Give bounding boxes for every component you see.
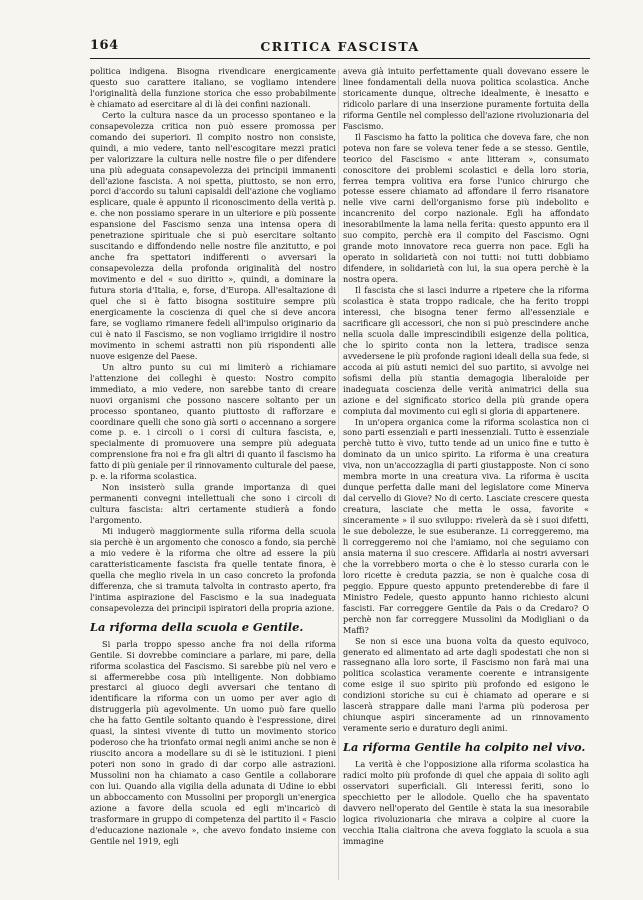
section-heading: La riforma della scuola e Gentile. (90, 619, 304, 634)
page-header (90, 38, 590, 59)
paragraph: politica indigena. Bisogna rivendicare energicamente questo suo carattere italiano, se vogliamo intendere l'originalità della funzione storica che esso probabilmente è chiamato ad esercitare al di là dei confini nazionali. (90, 66, 336, 109)
paragraph: Si parla troppo spesso anche fra noi della riforma Gentile. Si dovrebbe cominciare a parlare, mi pare, della riforma scolastica del Fascismo. Si sarebbe più nel vero e si affermerebbe cosa più intelligente. Non dobbiamo prestarci al giuoco degli avversari che tentano di identificare la riforma con un uomo per aver agio di distruggerla più agevolmente. Un uomo può fare quello che ha fatto Gentile soltanto quando è l'espressione, direi quasi, la sintesi vivente di tutto un movimento storico poderoso che ha trionfato ormai negli animi anche se non è riuscito ancora a modellare su di sè le istituzioni. I pieni poteri non sono in grado di dar corpo alle astrazioni. Mussolini non ha chiamato a caso Gentile a collaborare con lui. Quando alla vigilia della adunata di Udine io ebbi un abboccamento con Mussolini per proporgli un'energica azione a favore della scuola ed egli m'incaricò di trasformare in gruppo di competenza del partito il « Fascio d'educazione nazionale », che avevo fondato insieme con Gentile nel 1919, egli (90, 638, 336, 846)
paragraph: Certo la cultura nasce da un processo spontaneo e la consapevolezza critica non può essere promossa per comando dei superiori. Il compito nostro non consiste, quindi, a mio vedere, tanto nell'escogitare mezzi pratici per valorizzare la cultura nelle nostre file o per difendere una più adeguata consapevolezza dei principii immanenti dell'azione fascista. A noi spetta, piuttosto, se non erro, porci d'accordo su taluni capisaldi dell'azione che vogliamo esplicare, quale è appunto il riconoscimento della verità p. e. che non possiamo sperare in un ulteriore e più possente espansione del Fascismo senza una intensa opera di penetrazione spirituale che si può esercitare soltanto suscitando e diffondendo nelle nostre file anzitutto, e poi anche fra spettatori indifferenti o avversari la consapevolezza della profonda originalità del nostro movimento e del « suo diritto », quindi, a dominare la futura storia d'Italia, e, forse, d'Europa. All'esaltazione di quel che si è fatto bisogna sostituire sempre più energicamente la coscienza di quel che si deve ancora fare, se vogliamo rimanere fedeli all'impulso originario da cui è nato il Fascismo, se non vogliamo irrigidire il nostro movimento in schemi astratti non più rispondenti alle nuove esigenze del Paese. (90, 109, 336, 361)
paragraph: Un altro punto su cui mi limiterò a richiamare l'attenzione dei colleghi è questo: Nostro compito immediato, a mio vedere, non sarebbe tanto di creare nuovi organismi che possono nascere soltanto per un processo spontaneo, quanto piuttosto di rafforzare e coordinare quelli che sono già sorti o accennano a sorgere come p. e. i circoli o i corsi di cultura fascista, e, specialmente di promuovere una sempre più adeguata comprensione fra noi e fra gli altri di quanto il fascismo ha fatto di più geniale per il rinnovamento culturale del paese, p. e. la riforma scolastica. (90, 361, 336, 482)
paragraph: La verità è che l'opposizione alla riforma scolastica ha radici molto più profonde di quel che appaia di solito agli osservatori superficiali. Gli interessi feriti, sono lo specchietto per le allodole. Quello che ha spaventato davvero nell'operato del Gentile è stata la sua inesorabile logica rivoluzionaria che mirava a colpire al cuore la vecchia Italia cialtrona che aveva foggiato la scuola a sua immagine (343, 759, 589, 846)
left-column (90, 66, 336, 886)
paragraph: aveva già intuito perfettamente quali dovevano essere le linee fondamentali della nuova politica scolastica. Anche storicamente dunque, oltreche idealmente, è inesatto e ridicolo parlare di una inserzione puramente fortuita della riforma Gentile nel complesso dell'azione rivoluzionaria del Fascismo. (343, 66, 589, 131)
paragraph: Non insisterò sulla grande importanza di quei permanenti convegni intellettuali che sono i circoli di cultura fascista: altri certamente studierà a fondo l'argomento. (90, 482, 336, 526)
paragraph: Se non si esce una buona volta da questo equivoco, generato ed alimentato ad arte dagli spodestati che non si rassegnano alla loro sorte, il Fascismo non farà mai una politica scolastica veramente coerente e intransigente come esige il suo spirito più profondo ed esigono le condizioni storiche su cui è chiamato ad operare e si lascerà strappare dalle mani l'arma più poderosa per chiunque aspiri sinceramente ad un rinnovamento veramente serio e duraturo degli animi. (343, 635, 589, 734)
right-column (343, 66, 589, 886)
paragraph: In un'opera organica come la riforma scolastica non ci sono parti essenziali e parti inessenziali. Tutto è essenziale perchè tutto è vivo, tutto tende ad un unico fine e tutto è dominato da un unico spirito. La riforma è una creatura viva, non un'accozzaglia di parti giustapposte. Non ci sono membra morte in una creatura viva. La riforma è uscita dunque perfetta dalle mani del legislatore come Minerva dal cervello di Giove? No di certo. Lasciate crescere questa creatura, lasciate che metta le ossa, favorite « sinceramente » il suo sviluppo: rivelerà da sè i suoi difetti, le sue debolezze, le sue esuberanze. Li correggeremo, ma li correggeremo noi che l'amiamo, noi che seguiamo con ansia materna il suo crescere. Affidarla ai nostri avversari che la vorrebbero morta o che è lo stesso curarla con le loro ricette è creduta pazzia, se non è qualche cosa di peggio. Eppure questo appunto pretenderebbe di fare il Ministro Fedele, questo appunto hanno richiesto alcuni fascisti. Far correggere Gentile da Pais o da Credaro? O perchè non far correggere Mussolini da Modigliani o da Maffi? (343, 416, 589, 635)
column-divider (338, 70, 339, 880)
page-number: 164 (90, 38, 119, 53)
running-title: CRITICA FASCISTA (260, 39, 420, 54)
paragraph: Il Fascismo ha fatto la politica che doveva fare, che non poteva non fare se voleva tener fede a se stesso. Gentile, teorico del Fascismo « ante litteram », consumato conoscitore dei problemi scolastici e della loro storia, ferrea tempra volitiva era forse l'unico chirurgo che potesse essere chiamato ad affondare il ferro risanatore nelle vive carni dell'organismo forse più indebolito e incancrenito del corpo nazionale. Egli ha affondato inesorabilmente la lama nella ferita: questo appunto era il suo compito, perchè era il compito del Fascismo. Ogni grande moto innovatore reca guerra non pace. Egli ha operato in solidarietà con noi tutti: noi tutti dobbiamo difendere, in solidarietà con lui, la sua opera perchè è la nostra opera. (343, 131, 589, 285)
paragraph: Il fascista che si lasci indurre a ripetere che la riforma scolastica è stata troppo radicale, che ha ferito troppi interessi, che bisogna tener fermo all'essenziale e sacrificare gli accessori, che non si può prescindere anche nella scuola dalle imprescindibili esigenze della politica, che lo spirito conta non la lettera, tradisce senza avvedersene le più profonde ragioni ideali della sua fede, si accoda ai più astuti nemici del suo partito, si avvolge nei sofismi della più stantia demagogia liberaloide per inadeguata coscienza delle verità animatrici della sua azione e del significato storico della più grande opera compiuta dal movimento cui egli si gloria di appartenere. (343, 285, 589, 416)
section-heading: La riforma Gentile ha colpito nel vivo. (343, 740, 586, 755)
paragraph: Mi indugerò maggiormente sulla riforma della scuola sia perchè è un argomento che conosco a fondo, sia perchè a mio vedere è la riforma che oltre ad essere la più caratteristicamente fascista fra quelle tentate finora, è quella che meglio rivela in un caso concreto la profonda differenza, che si tramuta talvolta in contrasto aperto, fra l'intima aspirazione del Fascismo e la sua inadeguata consapevolezza dei principii ispiratori della propria azione. (90, 526, 336, 613)
